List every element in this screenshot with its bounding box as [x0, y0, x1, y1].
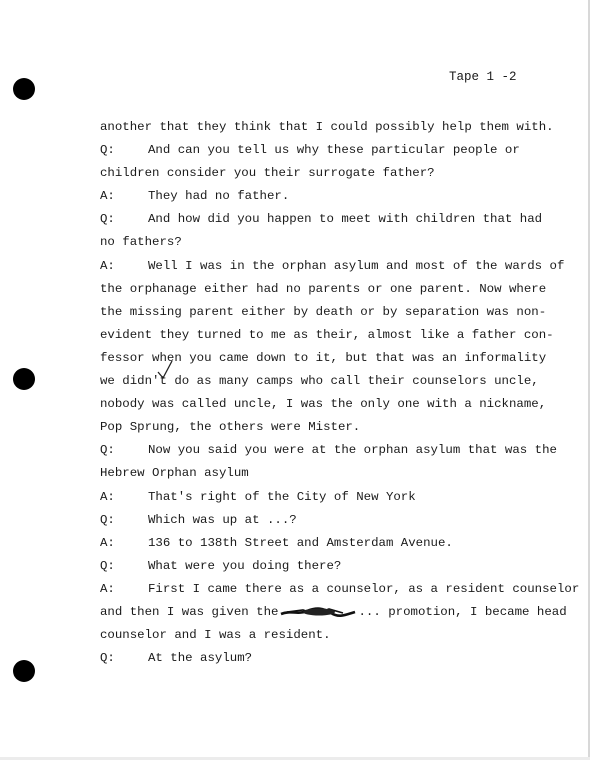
- scribble-icon: [279, 606, 357, 618]
- transcript-line: [100, 162, 540, 185]
- transcript-line: [100, 578, 580, 601]
- transcript-line: [100, 601, 567, 624]
- line-text: Pop Sprung, the others were Mister.: [100, 420, 361, 435]
- transcript: [100, 116, 580, 670]
- line-text: Hebrew Orphan asylum: [100, 466, 249, 481]
- transcript-line: [100, 647, 540, 670]
- speaker-label: A:: [100, 581, 115, 596]
- line-text: the missing parent either by death or by separation was non-: [100, 304, 547, 319]
- binder-hole: [13, 78, 35, 100]
- transcript-line: [100, 278, 547, 301]
- transcript-line: [100, 116, 554, 139]
- line-text: Now you said you were at the orphan asylum that was the: [148, 443, 557, 458]
- line-text: They had no father.: [148, 189, 290, 204]
- transcript-line: [100, 139, 540, 162]
- line-text: Which was up at ...?: [148, 512, 297, 527]
- speaker-label: A:: [100, 258, 115, 273]
- speaker-label: Q:: [100, 143, 115, 158]
- transcript-line: [100, 255, 565, 278]
- transcript-line: [100, 486, 540, 509]
- transcript-line: [100, 462, 540, 485]
- transcript-line: [100, 393, 547, 416]
- transcript-line: [100, 624, 540, 647]
- line-text: And how did you happen to meet with children that had: [148, 212, 543, 227]
- line-text: That's right of the City of New York: [148, 489, 416, 504]
- transcript-line: [100, 555, 540, 578]
- transcript-line: [100, 532, 540, 555]
- line-text: Well I was in the orphan asylum and most of the wards of: [148, 258, 565, 273]
- speaker-label: Q:: [100, 558, 115, 573]
- speaker-label: A:: [100, 535, 115, 550]
- line-text: we didn't do as many camps who call their counselors uncle,: [100, 374, 539, 389]
- tape-label: Tape 1 -2: [449, 70, 517, 84]
- transcript-line: [100, 416, 540, 439]
- line-text: counselor and I was a resident.: [100, 628, 331, 643]
- transcript-line: [100, 509, 540, 532]
- speaker-label: Q:: [100, 512, 115, 527]
- line-text: 136 to 138th Street and Amsterdam Avenue.: [148, 535, 453, 550]
- transcript-line: [100, 301, 547, 324]
- line-text: and then I was given the: [100, 604, 279, 619]
- line-text: no fathers?: [100, 235, 182, 250]
- line-text: At the asylum?: [148, 651, 253, 666]
- line-text: another that they think that I could possibly help them with.: [100, 120, 554, 134]
- transcript-line: [100, 208, 543, 231]
- speaker-label: Q:: [100, 651, 115, 666]
- binder-hole: [13, 368, 35, 390]
- handwritten-check-icon: [155, 359, 175, 381]
- transcript-line: [100, 185, 540, 208]
- speaker-label: Q:: [100, 212, 115, 227]
- transcript-line: [100, 231, 540, 254]
- line-text: the orphanage either had no parents or one parent. Now where: [100, 281, 547, 296]
- binder-hole: [13, 660, 35, 682]
- line-text: fessor when you came down to it, but that was an informality: [100, 350, 547, 365]
- line-text: What were you doing there?: [148, 558, 342, 573]
- speaker-label: A:: [100, 489, 115, 504]
- speaker-label: A:: [100, 189, 115, 204]
- line-text: evident they turned to me as their, almost like a father con-: [100, 327, 554, 342]
- line-text: And can you tell us why these particular people or: [148, 143, 520, 158]
- line-text: ... promotion, I became head: [358, 604, 567, 619]
- transcript-line: [100, 439, 557, 462]
- line-text: children consider you their surrogate father?: [100, 166, 435, 181]
- transcript-line: [100, 324, 554, 347]
- speaker-label: Q:: [100, 443, 115, 458]
- line-text: nobody was called uncle, I was the only one with a nickname,: [100, 397, 547, 412]
- line-text: First I came there as a counselor, as a resident counselor: [148, 581, 580, 596]
